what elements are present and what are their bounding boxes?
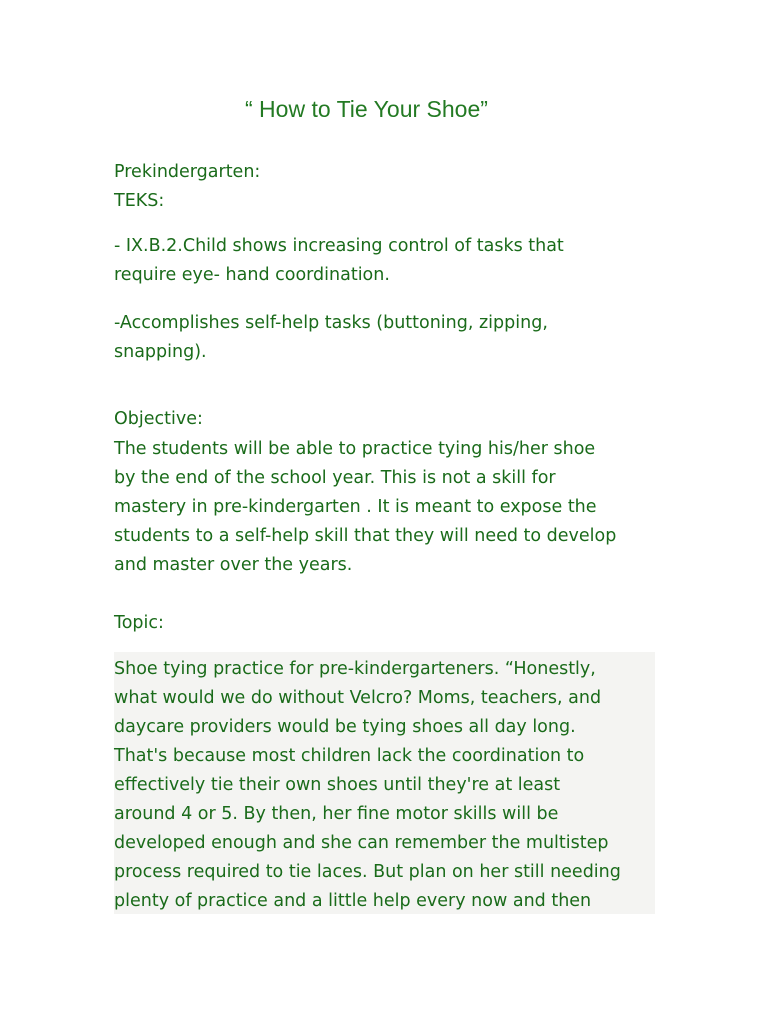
topic-line-3: daycare providers would be tying shoes all day long. xyxy=(114,717,576,737)
teks-label: TEKS: xyxy=(114,191,165,211)
objective-line-4: students to a self-help skill that they will need to develop xyxy=(114,526,617,546)
objective-line-2: by the end of the school year. This is not a skill for xyxy=(114,468,556,488)
objective-label: Objective: xyxy=(114,409,203,429)
topic-line-4: That's because most children lack the coordination to xyxy=(114,746,585,766)
objective-line-5: and master over the years. xyxy=(114,555,353,575)
grade-label: Prekindergarten: xyxy=(114,162,261,182)
document-title: “ How to Tie Your Shoe” xyxy=(245,96,488,122)
teks-item-2-line-1: -Accomplishes self-help tasks (buttoning, zipping, xyxy=(114,313,548,333)
topic-line-2: what would we do without Velcro? Moms, teachers, and xyxy=(114,688,602,708)
topic-line-5: effectively tie their own shoes until they're at least xyxy=(114,775,561,795)
teks-item-1-line-2: require eye- hand coordination. xyxy=(114,265,390,285)
teks-item-1-line-1: - IX.B.2.Child shows increasing control of tasks that xyxy=(114,236,564,256)
topic-label: Topic: xyxy=(114,613,164,633)
objective-line-1: The students will be able to practice tying his/her shoe xyxy=(114,439,596,459)
topic-line-7: developed enough and she can remember the multistep xyxy=(114,833,609,853)
objective-line-3: mastery in pre-kindergarten . It is meant to expose the xyxy=(114,497,597,517)
topic-line-8: process required to tie laces. But plan on her still needing xyxy=(114,862,621,882)
teks-item-2-line-2: snapping). xyxy=(114,342,207,362)
topic-line-1: Shoe tying practice for pre-kindergarteners. “Honestly, xyxy=(114,659,596,679)
topic-line-6: around 4 or 5. By then, her fine motor skills will be xyxy=(114,804,559,824)
topic-line-9: plenty of practice and a little help every now and then xyxy=(114,891,592,911)
